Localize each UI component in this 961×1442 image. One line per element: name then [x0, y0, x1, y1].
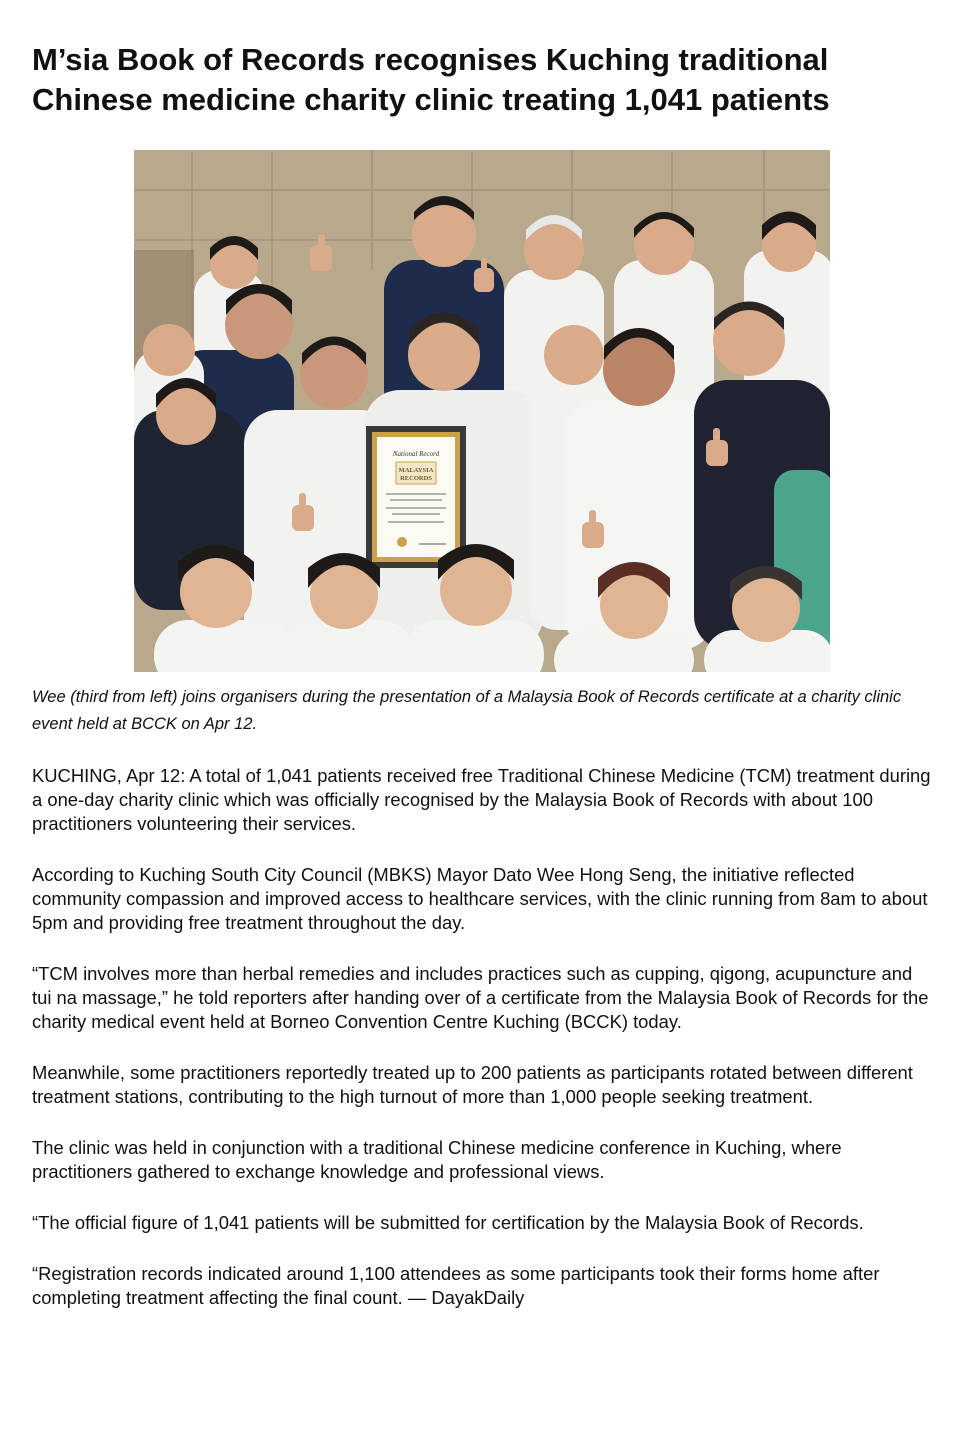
photo-certificate	[366, 426, 466, 568]
photo-caption: Wee (third from left) joins organisers during the presentation of a Malaysia Book of Records certificate at a charity clinic event held at BCCK on Apr 12.	[32, 688, 902, 733]
article-body	[32, 764, 932, 1337]
paragraph: The clinic was held in conjunction with a traditional Chinese medicine conference in Kuching, where practitioners gathered to exchange knowledge and professional views.	[32, 1137, 842, 1182]
paragraph: Meanwhile, some practitioners reportedly treated up to 200 patients as participants rotated between different treatment stations, contributing to the high turnout of more than 1,000 people seeking treatment.	[32, 1062, 913, 1107]
article-photo	[134, 150, 830, 672]
certificate-logo-line2: RECORDS	[400, 475, 432, 482]
paragraph: According to Kuching South City Council (MBKS) Mayor Dato Wee Hong Seng, the initiative reflected community compassion and improved access to healthcare services, with the clinic running from 8am to about 5pm and providing free treatment throughout the day.	[32, 864, 928, 933]
photo-illustration	[134, 150, 830, 672]
paragraph: KUCHING, Apr 12: A total of 1,041 patients received free Traditional Chinese Medicine (TCM) treatment during a one-day charity clinic which was officially recognised by the Malaysia Book of Records with about 100 practitioners volunteering their services.	[32, 765, 931, 834]
article	[32, 40, 932, 120]
paragraph: “The official figure of 1,041 patients will be submitted for certification by the Malaysia Book of Records.	[32, 1212, 864, 1233]
certificate-logo-line1: MALAYSIA	[398, 467, 434, 474]
headline: M’sia Book of Records recognises Kuching traditional Chinese medicine charity clinic treating 1,041 patients	[32, 42, 830, 117]
paragraph: “TCM involves more than herbal remedies and includes practices such as cupping, qigong, acupuncture and tui na massage,” he told reporters after handing over of a certificate from the Malaysia Book of Records for the charity medical event held at Borneo Convention Centre Kuching (BCCK) today.	[32, 963, 929, 1032]
certificate-header: National Record	[392, 450, 440, 458]
certificate-seal	[397, 537, 407, 547]
paragraph: “Registration records indicated around 1,100 attendees as some participants took their forms home after completing treatment affecting the final count. — DayakDaily	[32, 1263, 880, 1308]
